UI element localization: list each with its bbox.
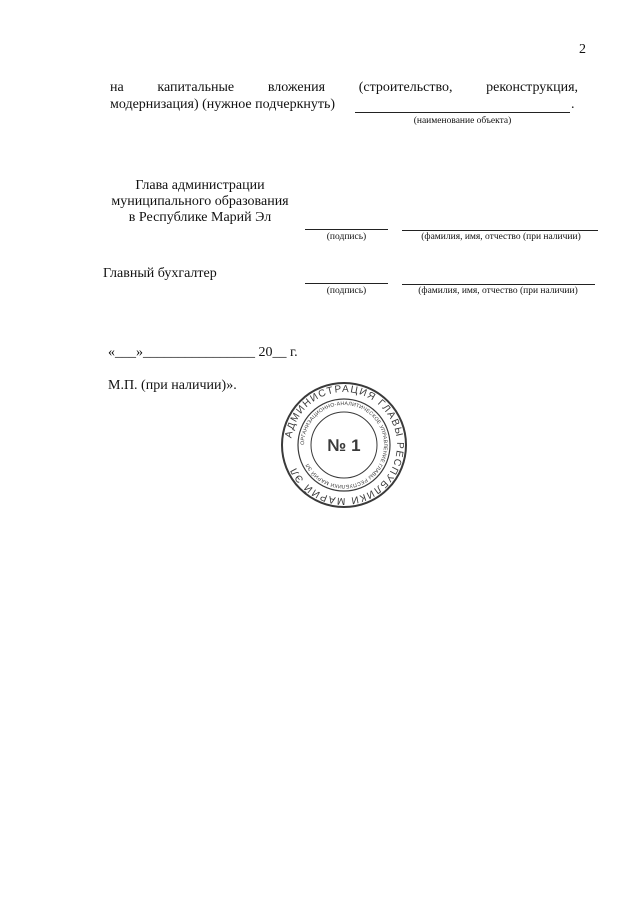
intro-line-end: .: [571, 97, 575, 112]
intro-word: (строительство,: [358, 80, 453, 95]
intro-word: на: [110, 80, 124, 95]
head-title-line: Глава администрации: [135, 178, 265, 193]
accountant-name-caption: (фамилия, имя, отчество (при наличии): [418, 286, 578, 296]
date-day-blank: ___: [115, 345, 136, 360]
accountant-signature-caption: (подпись): [326, 286, 367, 296]
date-open-quote: «: [108, 345, 115, 360]
object-name-line: [355, 112, 570, 113]
date-year-prefix: 20: [258, 345, 273, 360]
head-title-line: в Республике Марий Эл: [128, 210, 272, 225]
seal-outer-textpath: АДМИНИСТРАЦИЯ ГЛАВЫ РЕСПУБЛИКИ МАРИЙ ЭЛ: [283, 383, 406, 507]
head-name-line: [402, 230, 598, 231]
intro-line-2: модернизация) (нужное подчеркнуть): [110, 97, 336, 112]
head-name-caption: (фамилия, имя, отчество (при наличии): [421, 232, 581, 242]
head-title: [95, 178, 305, 226]
intro-line-1: [110, 80, 578, 96]
date-month-blank: ________________: [143, 345, 255, 360]
object-name-caption: (наименование объекта): [413, 116, 512, 126]
stamp-place-label: М.П. (при наличии)».: [108, 378, 237, 393]
date-line: [108, 345, 298, 361]
seal-graphic: [279, 380, 409, 510]
seal-number: № 1: [327, 436, 361, 455]
head-signature-caption: (подпись): [326, 232, 367, 242]
accountant-name-line: [402, 284, 595, 285]
accountant-signature-line: [305, 283, 388, 284]
accountant-title: Главный бухгалтер: [103, 266, 217, 281]
date-year-blank: __: [272, 345, 287, 360]
head-signature-line: [305, 229, 388, 230]
date-close-quote: »: [136, 345, 143, 360]
head-title-line: муниципального образования: [111, 194, 289, 209]
seal-inner-textpath: ОРГАНИЗАЦИОННО-АНАЛИТИЧЕСКОЕ УПРАВЛЕНИЕ ГЛАВЫ РЕСПУБЛИКИ МАРИЙ ЭЛ: [299, 400, 389, 490]
official-seal: [279, 380, 409, 510]
page-number: 2: [579, 42, 586, 57]
intro-word: вложения: [267, 80, 326, 95]
date-year-suffix: г.: [286, 345, 298, 360]
intro-word: капитальные: [157, 80, 235, 95]
intro-word: реконструкция,: [486, 80, 579, 95]
